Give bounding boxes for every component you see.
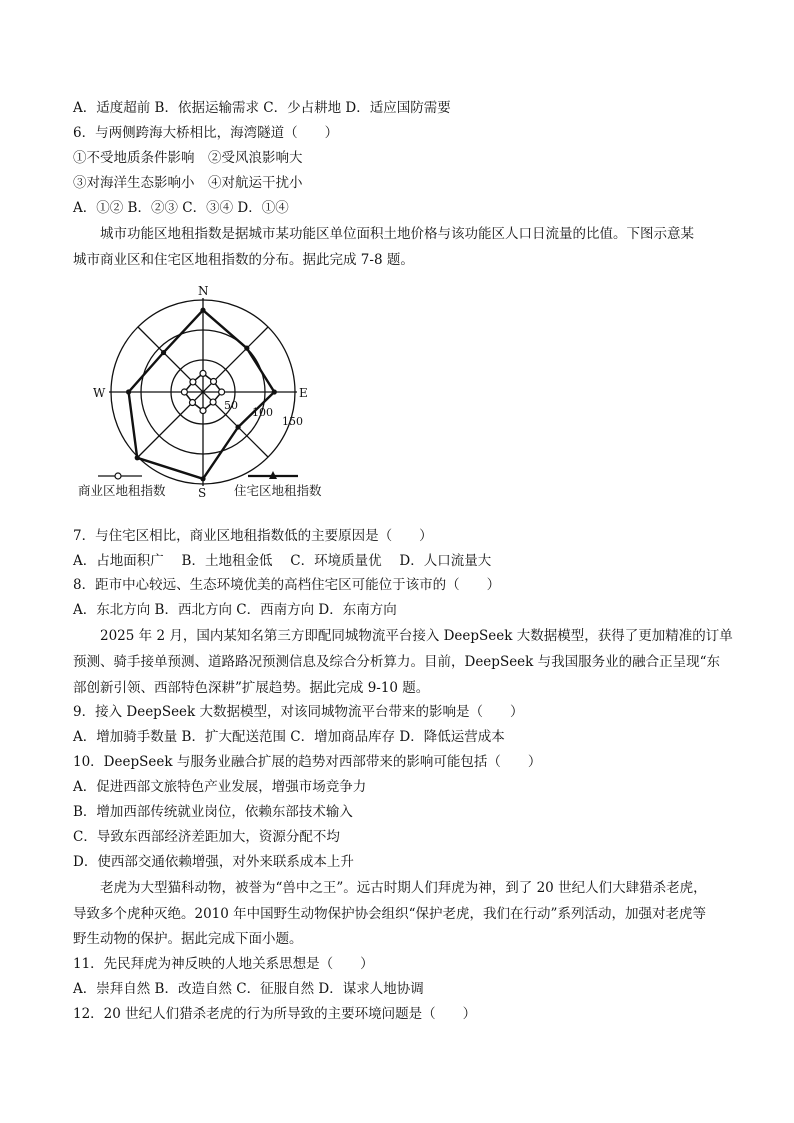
q11-stem: 11．先民拜虎为神反映的人地关系思想是（ ） — [73, 956, 374, 972]
passage-7-8-line-1: 城市功能区地租指数是据城市某功能区单位面积土地价格与该功能区人口日流量的比值。下图示意某 — [100, 226, 694, 242]
q7-stem: 7．与住宅区相比，商业区地租指数低的主要原因是（ ） — [73, 528, 433, 544]
line-3: ①不受地质条件影响 ②受风浪影响大 — [73, 150, 303, 166]
q11-options: A．崇拜自然 B．改造自然 C．征服自然 D．谋求人地协调 — [73, 981, 424, 997]
q7-options: A．占地面积广 B．土地租金低 C．环境质量优 D．人口流量大 — [73, 553, 492, 569]
residential-point-4 — [200, 476, 205, 481]
line-5: A．①② B．②③ C．③④ D．①④ — [73, 200, 289, 216]
passage-11-12-line-2: 导致多个虎种灭绝。2010 年中国野生动物保护协会组织“保护老虎，我们在行动”系列活动，加强对老虎等 — [73, 906, 706, 922]
passage-11-12-line-3: 野生动物的保护。据此完成下面小题。 — [73, 931, 303, 947]
scale-label-100: 100 — [252, 406, 273, 419]
commercial-point-2 — [219, 389, 225, 395]
legend-residential: 住宅区地租指数 — [234, 483, 322, 498]
north-label: N — [198, 284, 209, 298]
residential-point-0 — [200, 308, 205, 313]
q8-options: A．东北方向 B．西北方向 C．西南方向 D．东南方向 — [73, 602, 397, 618]
scale-label-50: 50 — [224, 399, 238, 412]
commercial-point-1 — [211, 378, 217, 384]
line-2: 6．与两侧跨海大桥相比，海湾隧道（ ） — [73, 125, 339, 141]
line-4: ③对海洋生态影响小 ④对航运干扰小 — [73, 175, 303, 191]
passage-9-10-line-1: 2025 年 2 月，国内某知名第三方即配同城物流平台接入 DeepSeek 大数据模型，获得了更加精准的订单 — [100, 628, 733, 644]
commercial-point-7 — [190, 379, 196, 385]
q10-stem: 10．DeepSeek 与服务业融合扩展的趋势对西部带来的影响可能包括（ ） — [73, 754, 542, 770]
commercial-point-0 — [200, 370, 206, 376]
commercial-point-6 — [181, 389, 187, 395]
q10-option-a: A．促进西部文旅特色产业发展，增强市场竞争力 — [73, 779, 367, 795]
q10-option-c: C．导致东西部经济差距加大，资源分配不均 — [73, 829, 340, 845]
commercial-point-3 — [210, 399, 216, 405]
q12-stem: 12．20 世纪人们猎杀老虎的行为所导致的主要环境问题是（ ） — [73, 1006, 477, 1022]
passage-11-12-line-1: 老虎为大型猫科动物，被誉为“兽中之王”。远古时期人们拜虎为神，到了 20 世纪人们大肆猎杀老虎， — [100, 880, 707, 896]
legend-commercial: 商业区地租指数 — [78, 483, 166, 498]
commercial-point-5 — [189, 400, 195, 406]
residential-point-6 — [126, 389, 131, 394]
residential-point-3 — [235, 424, 240, 429]
commercial-point-4 — [200, 408, 206, 414]
passage-9-10-line-2: 预测、骑手接单预测、道路路况预测信息及综合分析算力。目前，DeepSeek 与我国服务业的融合正呈现“东 — [73, 654, 721, 670]
q10-option-d: D．使西部交通依赖增强，对外来联系成本上升 — [73, 854, 354, 870]
residential-point-7 — [161, 350, 166, 355]
residential-point-1 — [244, 346, 249, 351]
residential-point-5 — [135, 455, 140, 460]
scale-label-150: 150 — [282, 415, 303, 428]
q9-options: A．增加骑手数量 B．扩大配送范围 C．增加商品库存 D．降低运营成本 — [73, 729, 505, 745]
passage-9-10-line-3: 部创新引领、西部特色深耕”扩展趋势。据此完成 9-10 题。 — [73, 680, 430, 696]
rent-index-radar-chart — [78, 280, 340, 505]
west-label: W — [93, 386, 106, 400]
q10-option-b: B．增加西部传统就业岗位，依赖东部技术输入 — [73, 804, 353, 820]
q8-stem: 8．距市中心较远、生态环境优美的高档住宅区可能位于该市的（ ） — [73, 577, 501, 593]
passage-7-8-line-2: 城市商业区和住宅区地租指数的分布。据此完成 7-8 题。 — [73, 252, 414, 268]
south-label: S — [198, 486, 207, 500]
residential-point-2 — [272, 389, 277, 394]
line-1: A．适度超前 B．依据运输需求 C．少占耕地 D．适应国防需要 — [73, 100, 451, 116]
east-label: E — [299, 386, 308, 400]
q9-stem: 9．接入 DeepSeek 大数据模型，对该同城物流平台带来的影响是（ ） — [73, 704, 524, 720]
